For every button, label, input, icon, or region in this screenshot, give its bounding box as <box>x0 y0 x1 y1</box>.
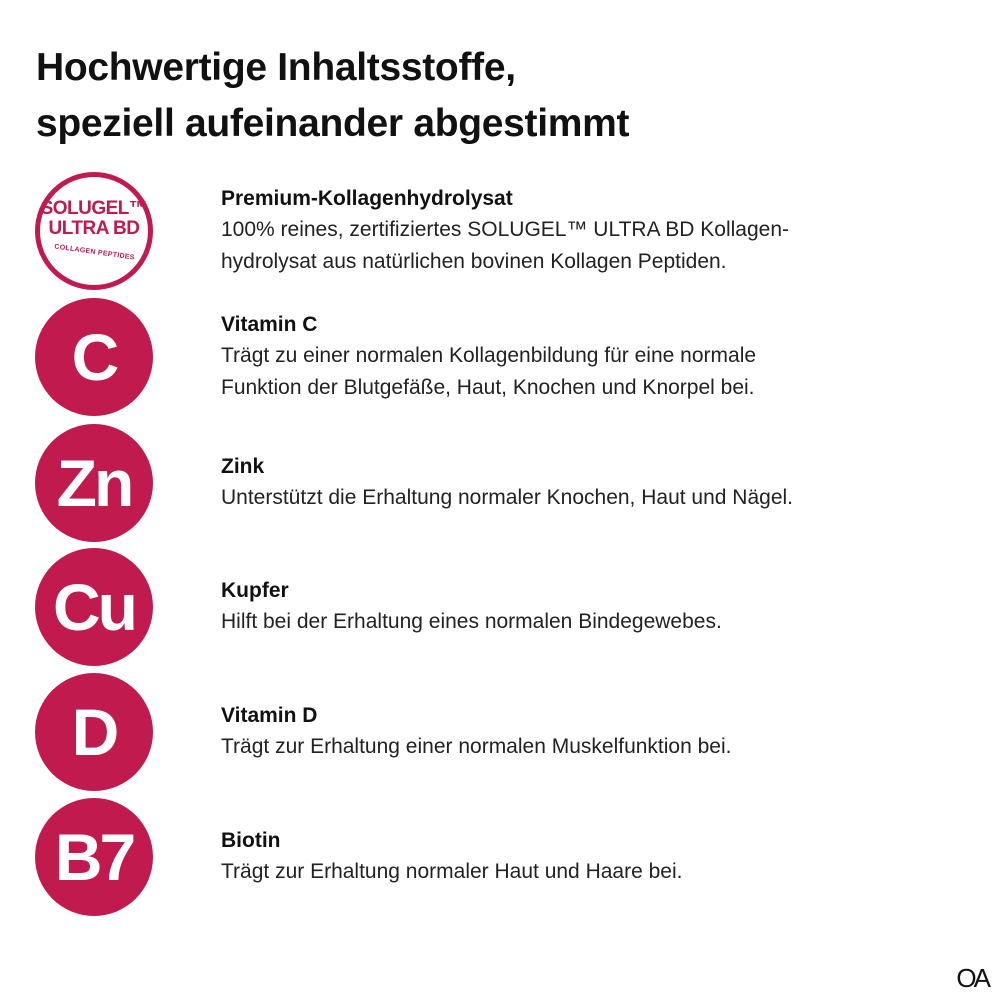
page-title <box>36 40 629 152</box>
description-line: Hilft bei der Erhaltung eines normalen Bindegewebes. <box>221 610 722 633</box>
ingredient-title: Premium-Kollagenhydrolysat <box>221 187 513 210</box>
ingredient-description <box>221 856 921 888</box>
ingredient-text <box>221 184 921 278</box>
ingredient-text <box>221 310 921 404</box>
page-title-line-1: Hochwertige Inhaltsstoffe, <box>36 46 516 89</box>
description-line: Trägt zur Erhaltung einer normalen Muskelfunktion bei. <box>221 735 732 758</box>
ingredient-description <box>221 214 921 278</box>
ingredient-text <box>221 701 921 763</box>
ingredient-text <box>221 576 921 638</box>
vitamin-c-badge <box>35 298 153 416</box>
solugel-logo-text-1: SOLUGEL™ <box>40 197 148 219</box>
ingredient-title: Kupfer <box>221 579 289 602</box>
description-line: 100% reines, zertifiziertes SOLUGEL™ ULTRA BD Kollagen- <box>221 218 790 241</box>
description-line: Trägt zu einer normalen Kollagenbildung für eine normale <box>221 344 757 367</box>
ingredient-description <box>221 482 921 514</box>
description-line: hydrolysat aus natürlichen bovinen Kollagen Peptiden. <box>221 250 727 273</box>
badge-symbol: Zn <box>56 446 132 520</box>
badge-symbol: D <box>71 695 117 769</box>
description-line: Funktion der Blutgefäße, Haut, Knochen und Knorpel bei. <box>221 376 755 399</box>
description-line: Unterstützt die Erhaltung normaler Knochen, Haut und Nägel. <box>221 486 793 509</box>
badge-symbol: B7 <box>54 820 134 894</box>
solugel-logo-text-3: COLLAGEN PEPTIDES <box>53 242 135 262</box>
solugel-logo <box>35 172 153 290</box>
badge-symbol: Cu <box>53 570 135 644</box>
badge-symbol: C <box>71 320 117 394</box>
ingredient-title: Zink <box>221 455 265 478</box>
ingredient-title: Vitamin D <box>221 704 318 727</box>
ingredient-description <box>221 340 921 404</box>
zinc-badge <box>35 424 153 542</box>
ingredient-text <box>221 826 921 888</box>
ingredient-title: Biotin <box>221 829 281 852</box>
ingredient-title: Vitamin C <box>221 313 318 336</box>
ingredient-description <box>221 606 921 638</box>
page-title-line-2: speziell aufeinander abgestimmt <box>36 102 630 145</box>
copper-badge <box>35 548 153 666</box>
description-line: Trägt zur Erhaltung normaler Haut und Haare bei. <box>221 860 683 883</box>
ingredient-text <box>221 452 921 514</box>
solugel-logo-text-2: ULTRA BD <box>48 217 140 239</box>
vitamin-d-badge <box>35 673 153 791</box>
biotin-badge <box>35 798 153 916</box>
ingredient-description <box>221 731 921 763</box>
brand-logo: OA <box>956 963 988 993</box>
